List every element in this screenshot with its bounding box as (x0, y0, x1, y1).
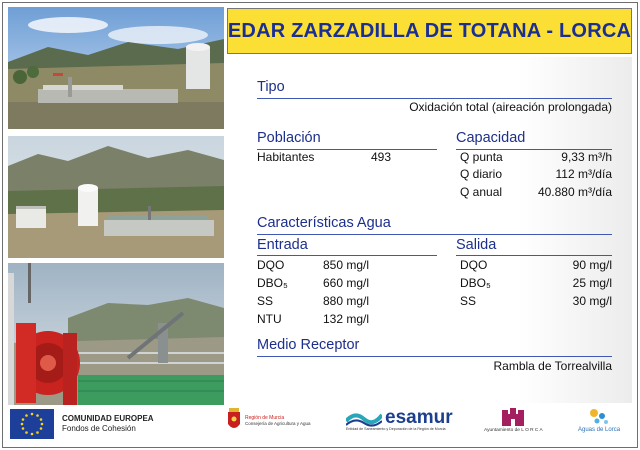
esamur-mark (346, 408, 453, 427)
murcia-text (245, 415, 311, 426)
caracteristicas-rule (257, 234, 612, 235)
footer-logos (8, 408, 632, 444)
capacidad-value: 112 m³/día (555, 167, 612, 181)
habitantes-label: Habitantes (257, 150, 315, 164)
capacidad-heading: Capacidad (456, 130, 526, 146)
entrada-value: 880 mg/l (323, 294, 370, 308)
medio-heading: Medio Receptor (257, 337, 360, 353)
capacidad-label: Q anual (460, 185, 503, 199)
salida-label: DQO (460, 258, 488, 272)
entrada-rule (257, 255, 437, 256)
lorca-logo (484, 406, 543, 433)
info-panel (227, 57, 632, 403)
murcia-crest-icon (226, 408, 242, 432)
entrada-value: 132 mg/l (323, 312, 370, 326)
aguas-text: Aguas de Lorca (578, 427, 621, 433)
plant-photo-2 (8, 136, 224, 258)
plant-photo-3 (8, 263, 224, 405)
habitantes-value: 493 (370, 150, 391, 164)
salida-heading: Salida (456, 237, 497, 253)
tipo-rule (257, 98, 612, 99)
medio-rule (257, 356, 612, 357)
salida-label: DBO₅ (460, 276, 491, 290)
esamur-wave-icon (346, 409, 382, 427)
capacidad-label: Q punta (460, 150, 503, 164)
capacidad-value: 40.880 m³/día (537, 185, 612, 199)
aguas-lorca-logo (578, 407, 620, 433)
esamur-name: esamur (385, 407, 453, 428)
esamur-logo (346, 408, 453, 431)
salida-value: 30 mg/l (572, 294, 612, 308)
salida-rule (456, 255, 612, 256)
salida-value: 90 mg/l (572, 258, 612, 272)
salida-label: SS (460, 294, 477, 308)
entrada-label: DQO (257, 258, 285, 272)
capacidad-value: 9,33 m³/h (561, 150, 612, 164)
plant-photo-1-image (8, 7, 224, 129)
murcia-logo (226, 408, 311, 432)
lorca-castle-icon (500, 406, 526, 428)
water-drops-icon (586, 407, 612, 427)
plant-photo-2-image (8, 136, 224, 258)
esamur-sub: Entidad de Saneamiento y Depuración de la Región de Murcia (346, 427, 446, 431)
tipo-heading: Tipo (257, 79, 285, 95)
salida-value: 25 mg/l (572, 276, 612, 290)
tipo-value: Oxidación total (aireación prolongada) (409, 100, 612, 114)
murcia-line1: Región de Murcia (245, 414, 285, 421)
medio-value: Rambla de Torrealvilla (493, 359, 612, 373)
caracteristicas-heading: Características Agua (257, 215, 391, 231)
eu-logo (10, 409, 154, 439)
poblacion-heading: Población (257, 130, 321, 146)
eu-flag-icon (10, 409, 54, 439)
murcia-line2: Consejería de Agricultura y Agua (245, 420, 311, 426)
capacidad-label: Q diario (460, 167, 503, 181)
entrada-label: NTU (257, 312, 282, 326)
eu-text (62, 414, 154, 434)
entrada-heading: Entrada (257, 237, 308, 253)
entrada-value: 660 mg/l (323, 276, 370, 290)
plant-photo-1 (8, 7, 224, 129)
eu-line1: COMUNIDAD EUROPEA (62, 414, 154, 423)
page-title: EDAR ZARZADILLA DE TOTANA - LORCA (227, 19, 632, 42)
title-banner (227, 8, 632, 54)
plant-photo-3-image (8, 263, 224, 405)
entrada-label: DBO₅ (257, 276, 288, 290)
lorca-text: Ayuntamiento de L O R C A (484, 428, 543, 433)
entrada-label: SS (257, 294, 274, 308)
eu-line2: Fondos de Cohesión (62, 424, 136, 433)
entrada-value: 850 mg/l (323, 258, 370, 272)
